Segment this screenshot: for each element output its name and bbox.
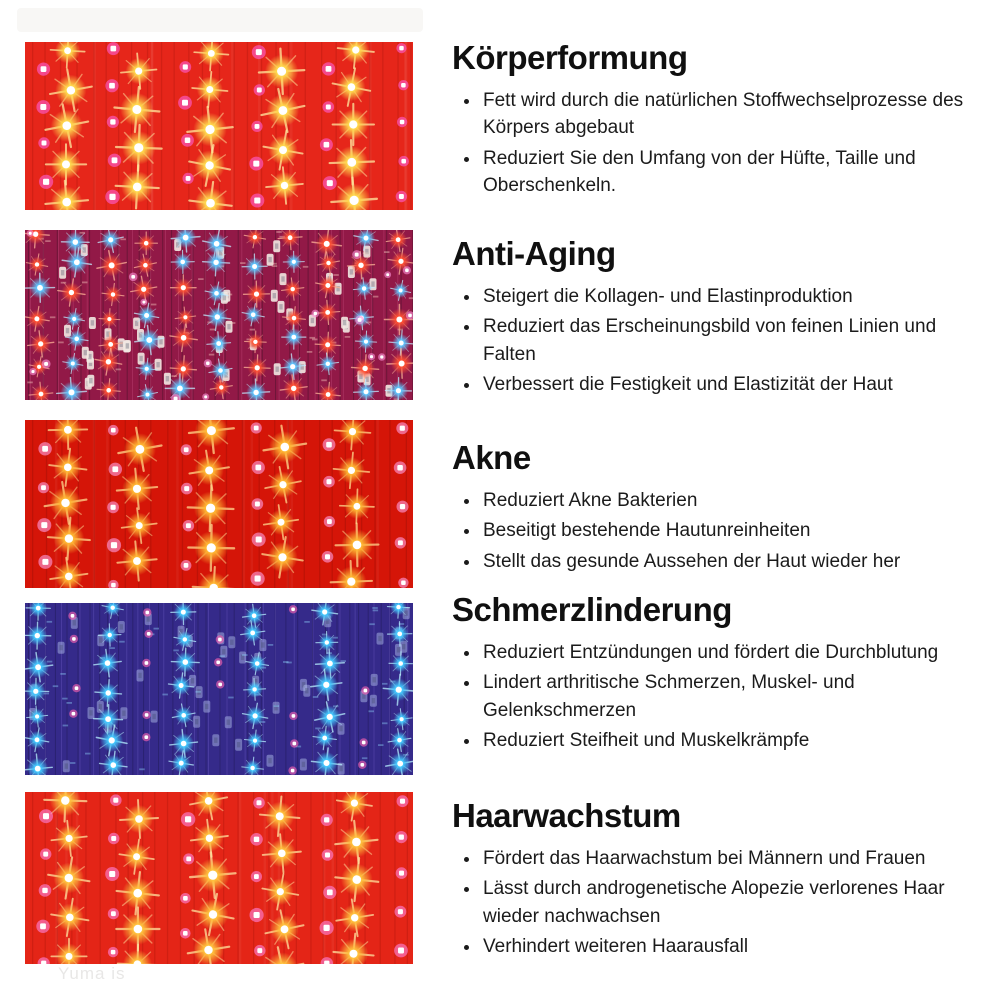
benefit-item: • Lässt durch androgenetische Alopezie verlorenes Haar wieder nachwachsen [481, 875, 992, 930]
benefit-item: • Steigert die Kollagen- und Elastinproduktion [481, 283, 992, 311]
led-panel-photo-anti-aging [25, 230, 413, 400]
led-panel-photo-koerperformung [25, 42, 413, 210]
section-title: Anti-Aging [452, 235, 616, 272]
benefit-item: • Reduziert Sie den Umfang von der Hüfte, Taille und Oberschenkeln. [481, 145, 992, 200]
benefit-item: • Reduziert das Erscheinungsbild von feinen Linien und Falten [481, 313, 992, 368]
benefit-item: • Lindert arthritische Schmerzen, Muskel- und Gelenkschmerzen [481, 669, 992, 724]
section-akne [452, 438, 992, 578]
section-title: Haarwachstum [452, 797, 681, 834]
benefit-item: • Reduziert Entzündungen und fördert die Durchblutung [481, 639, 992, 667]
benefit-list [452, 87, 992, 200]
section-title: Körperformung [452, 39, 688, 76]
watermark: Yuma is [58, 964, 126, 983]
section-title: Akne [452, 439, 531, 476]
benefit-item: • Stellt das gesunde Aussehen der Haut wieder her [481, 548, 992, 576]
section-koerperformung [452, 38, 992, 203]
section-anti-aging [452, 234, 992, 402]
faded-top-band [17, 8, 423, 32]
led-panel-photo-akne [25, 420, 413, 588]
benefit-list [452, 487, 992, 576]
benefit-item: • Fett wird durch die natürlichen Stoffwechselprozesse des Körpers abgebaut [481, 87, 992, 142]
section-title: Schmerzlinderung [452, 591, 732, 628]
section-schmerzlinderung [452, 590, 992, 758]
section-haarwachstum [452, 796, 992, 964]
benefit-item: • Verhindert weiteren Haarausfall [481, 933, 992, 961]
led-panel-photo-schmerzlinderung [25, 603, 413, 775]
benefit-list [452, 283, 992, 399]
benefit-item: • Beseitigt bestehende Hautunreinheiten [481, 517, 992, 545]
led-panel-photo-haarwachstum [25, 792, 413, 964]
benefit-item: • Fördert das Haarwachstum bei Männern und Frauen [481, 845, 992, 873]
benefit-list [452, 639, 992, 755]
benefit-item: • Verbessert die Festigkeit und Elastizität der Haut [481, 371, 992, 399]
benefit-item: • Reduziert Akne Bakterien [481, 487, 992, 515]
benefit-list [452, 845, 992, 961]
benefit-item: • Reduziert Steifheit und Muskelkrämpfe [481, 727, 992, 755]
